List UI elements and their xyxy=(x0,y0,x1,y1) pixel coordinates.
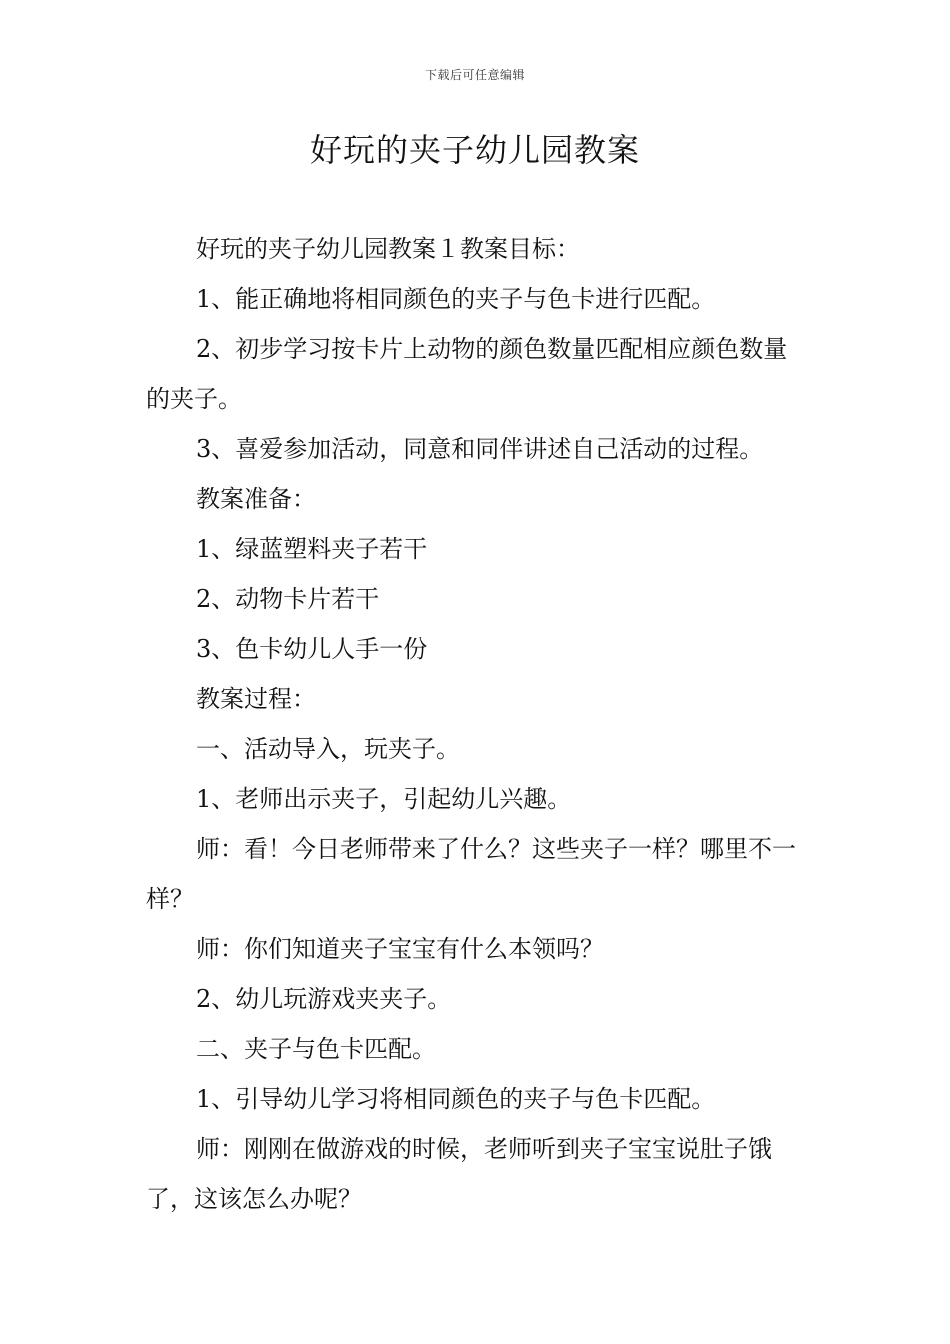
paragraph-teacher-line-1: 师：看！今日老师带来了什么？这些夹子一样？哪里不一样？ xyxy=(146,835,796,913)
paragraph-objectives-heading: 好玩的夹子幼儿园教案１教案目标： xyxy=(196,235,580,263)
paragraph-teacher-line-3: 师：刚刚在做游戏的时候，老师听到夹子宝宝说肚子饿了，这该怎么办呢？ xyxy=(146,1135,772,1213)
paragraph-preparation-2: 2、动物卡片若干 xyxy=(196,585,380,613)
paragraph-step-1-2: 2、幼儿玩游戏夹夹子。 xyxy=(196,985,452,1013)
paragraph-preparation-1: 1、绿蓝塑料夹子若干 xyxy=(196,535,428,563)
paragraph-step-2-heading: 二、夹子与色卡匹配。 xyxy=(196,1035,436,1063)
header-note: 下载后可任意编辑 xyxy=(424,68,525,82)
paragraph-step-2-1: 1、引导幼儿学习将相同颜色的夹子与色卡匹配。 xyxy=(196,1085,716,1113)
paragraph-preparation-3: 3、色卡幼儿人手一份 xyxy=(196,635,428,663)
paragraph-teacher-line-2: 师：你们知道夹子宝宝有什么本领吗？ xyxy=(196,935,604,963)
document-title: 好玩的夹子幼儿园教案 xyxy=(309,131,640,169)
paragraph-objective-2: 2、初步学习按卡片上动物的颜色数量匹配相应颜色数量的夹子。 xyxy=(146,335,788,413)
paragraph-objective-1: 1、能正确地将相同颜色的夹子与色卡进行匹配。 xyxy=(196,285,716,313)
paragraph-step-1-1: 1、老师出示夹子，引起幼儿兴趣。 xyxy=(196,785,572,813)
paragraph-objective-3: 3、喜爱参加活动，同意和同伴讲述自己活动的过程。 xyxy=(196,435,764,463)
document-body xyxy=(146,224,810,1224)
paragraph-process-heading: 教案过程： xyxy=(196,685,316,713)
paragraph-step-1-heading: 一、活动导入，玩夹子。 xyxy=(196,735,460,763)
paragraph-preparation-heading: 教案准备： xyxy=(196,485,316,513)
